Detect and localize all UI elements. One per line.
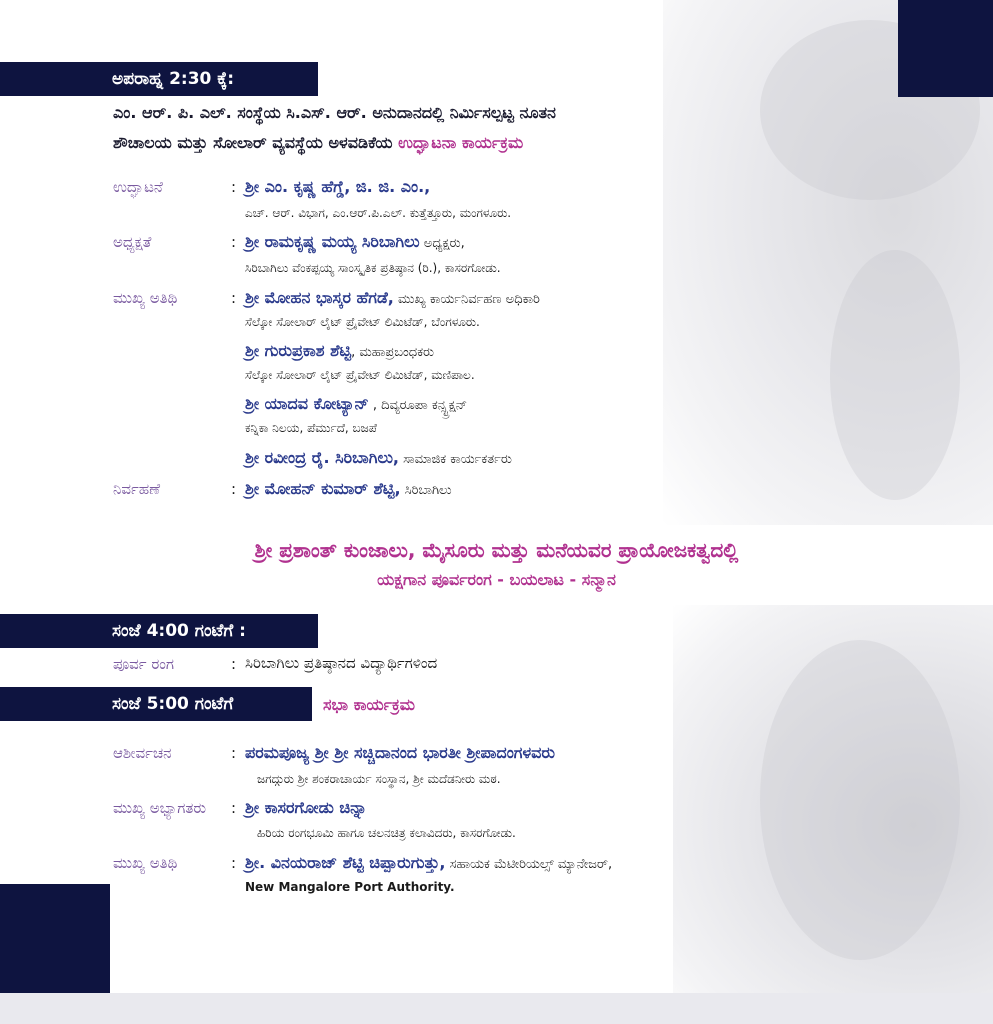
guest-title: , ಮಹಾಪ್ರಬಂಧಕರು	[351, 345, 435, 360]
guest-name: ಶ್ರೀ ಮೋಹನ್ ಕುಮಾರ್ ಶೆಟ್ಟಿ,	[245, 479, 401, 498]
colon: :	[231, 289, 237, 307]
guest-line	[245, 479, 452, 499]
guest-desc: ಜಗದ್ಗುರು ಶ್ರೀ ಶಂಕರಾಚಾರ್ಯ ಸಂಸ್ಥಾನ, ಶ್ರೀ ಮದೆಡನೀರು ಮಠ.	[257, 772, 501, 786]
role-label: ಪೂರ್ವ ರಂಗ	[113, 655, 175, 673]
guest-desc: New Mangalore Port Authority.	[245, 880, 455, 894]
guest-name: ಶ್ರೀ ರವೀಂದ್ರ ರೈ. ಸಿರಿಬಾಗಿಲು,	[245, 448, 399, 467]
colon: :	[231, 799, 237, 817]
guest-desc: ಹಿರಿಯ ರಂಗಭೂಮಿ ಹಾಗೂ ಚಲನಚಿತ್ರ ಕಲಾವಿದರು, ಕಾಸರಗೋಡು.	[257, 826, 516, 840]
role-label: ಅಧ್ಯಕ್ಷತೆ	[113, 233, 152, 251]
guest-title: ಸಹಾಯಕ ಮೆಟೀರಿಯಲ್ಸ್ ಮ್ಯಾನೇಜರ್,	[445, 857, 613, 872]
purvaranga-text: ಸಿರಿಬಾಗಿಲು ಪ್ರತಿಷ್ಠಾನದ ವಿದ್ಯಾರ್ಥಿಗಳಿಂದ	[245, 654, 438, 672]
colon: :	[231, 480, 237, 498]
sculpture-shape	[830, 250, 960, 500]
section-header-text: ಸಂಜೆ 4:00 ಗಂಟೆಗೆ :	[112, 621, 246, 641]
guest-desc: ಸಿರಿಬಾಗಿಲು ವೆಂಕಪ್ಪಯ್ಯ ಸಾಂಸ್ಕೃತಿಕ ಪ್ರತಿಷ್ಠಾನ (ರಿ.), ಕಾಸರಗೋಡು.	[245, 261, 501, 275]
guest-line	[245, 853, 612, 873]
role-label: ಮುಖ್ಯ ಅಭ್ಯಾಗತರು	[113, 799, 207, 817]
guest-desc: ಸೆಲ್ಕೋ ಸೋಲಾರ್ ಲೈಟ್ ಪ್ರೈವೇಟ್ ಲಿಮಿಟೆಡ್, ಮಣಿಪಾಲ.	[245, 368, 475, 382]
guest-desc: ಕನ್ನಿಕಾ ನಿಲಯ, ಪೆರ್ಮುದೆ, ಬಜಪೆ	[245, 421, 377, 435]
role-label: ಉದ್ಘಾಟನೆ	[113, 178, 163, 196]
section-header-4-00	[0, 614, 318, 648]
role-label: ಆಶೀರ್ವಚನ	[113, 744, 172, 762]
sponsor-line-1: ಶ್ರೀ ಪ್ರಶಾಂತ್ ಕುಂಜಾಲು, ಮೈಸೂರು ಮತ್ತು ಮನೆಯವರ ಪ್ರಾಯೋಜಕತ್ವದಲ್ಲಿ	[254, 538, 739, 562]
role-label: ಮುಖ್ಯ ಅತಿಥಿ	[113, 289, 178, 307]
guest-desc: ಸೆಲ್ಕೋ ಸೋಲಾರ್ ಲೈಟ್ ಪ್ರೈವೇಟ್ ಲಿಮಿಟೆಡ್, ಬೆಂಗಳೂರು.	[245, 315, 480, 329]
intro-highlight: ಉದ್ಘಾಟನಾ ಕಾರ್ಯಕ್ರಮ	[398, 133, 524, 152]
section-header-5-00	[0, 687, 312, 721]
guest-line	[245, 341, 434, 361]
guest-line	[245, 232, 465, 252]
guest-name: ಶ್ರೀ. ವಿನಯರಾಜ್ ಶೆಟ್ಟಿ ಚಿಪ್ಪಾರುಗುತ್ತು,	[245, 853, 446, 872]
guest-name: ಶ್ರೀ ಕಾಸರಗೋಡು ಚಿನ್ನಾ	[245, 798, 367, 817]
guest-line	[245, 177, 430, 197]
guest-name: ಪರಮಪೂಜ್ಯ ಶ್ರೀ ಶ್ರೀ ಸಚ್ಚಿದಾನಂದ ಭಾರತೀ ಶ್ರೀಪಾದಂಗಳವರು	[245, 743, 555, 762]
colon: :	[231, 233, 237, 251]
colon: :	[231, 744, 237, 762]
guest-line	[245, 448, 512, 468]
guest-line	[245, 743, 555, 763]
role-label: ನಿರ್ವಹಣೆ	[113, 480, 161, 498]
intro-line-2	[113, 133, 523, 153]
guest-title: ಸಿರಿಬಾಗಿಲು	[400, 483, 452, 498]
guest-name: ಶ್ರೀ ರಾಮಕೃಷ್ಣ ಮಯ್ಯ ಸಿರಿಬಾಗಿಲು	[245, 232, 420, 251]
sponsor-line-2: ಯಕ್ಷಗಾನ ಪೂರ್ವರಂಗ - ಬಯಲಾಟ - ಸನ್ಮಾನ	[377, 570, 616, 589]
guest-line	[245, 288, 540, 308]
guest-name: ಶ್ರೀ ಮೋಹನ ಭಾಸ್ಕರ ಹೆಗಡೆ,	[245, 288, 394, 307]
guest-desc: ಎಚ್. ಆರ್. ವಿಭಾಗ, ಎಂ.ಆರ್.ಪಿ.ಎಲ್. ಕುತ್ತೆತ್ತೂರು, ಮಂಗಳೂರು.	[245, 206, 512, 220]
section-header-text: ಅಪರಾಹ್ನ 2:30 ಕ್ಕೆ:	[112, 69, 235, 89]
guest-title: ಅಧ್ಯಕ್ಷರು,	[419, 236, 465, 251]
colon: :	[231, 854, 237, 872]
colon: :	[231, 655, 237, 673]
intro-line-1: ಎಂ. ಆರ್. ಪಿ. ಎಲ್. ಸಂಸ್ಥೆಯ ಸಿ.ಎಸ್. ಆರ್. ಅನುದಾನದಲ್ಲಿ ನಿರ್ಮಿಸಲ್ಪಟ್ಟ ನೂತನ	[113, 103, 556, 122]
section-header-2-30	[0, 62, 318, 96]
guest-title: , ದಿವ್ಯರೂಪಾ ಕನ್ಸ್ಟ್ರಕ್ಷನ್	[368, 398, 468, 413]
guest-title: ಮುಖ್ಯ ಕಾರ್ಯನಿರ್ವಹಣ ಅಧಿಕಾರಿ	[393, 292, 540, 307]
corner-block-top-right	[898, 0, 993, 97]
section-header-text: ಸಂಜೆ 5:00 ಗಂಟೆಗೆ	[112, 694, 234, 714]
corner-block-bottom-left	[0, 884, 110, 993]
guest-title: ಸಾಮಾಜಿಕ ಕಾರ್ಯಕರ್ತರು	[399, 452, 512, 467]
guest-name: ಶ್ರೀ ಯಾದವ ಕೋಟ್ಯಾನ್	[245, 394, 369, 413]
guest-name: ಶ್ರೀ ಗುರುಪ್ರಕಾಶ ಶೆಟ್ಟಿ	[245, 341, 352, 360]
guest-line	[245, 798, 367, 818]
guest-name: ಶ್ರೀ ಎಂ. ಕೃಷ್ಣ ಹೆಗ್ಡೆ, ಜಿ. ಜಿ. ಎಂ.,	[245, 177, 431, 196]
colon: :	[231, 178, 237, 196]
sabha-program-label: ಸಭಾ ಕಾರ್ಯಕ್ರಮ	[323, 695, 416, 714]
footer-strip	[0, 993, 993, 1024]
sculpture-shape	[760, 640, 960, 960]
role-label: ಮುಖ್ಯ ಅತಿಥಿ	[113, 854, 178, 872]
guest-line	[245, 394, 467, 414]
intro-line-2-text: ಶೌಚಾಲಯ ಮತ್ತು ಸೋಲಾರ್ ವ್ಯವಸ್ಥೆಯ ಅಳವಡಿಕೆಯ	[113, 133, 399, 152]
